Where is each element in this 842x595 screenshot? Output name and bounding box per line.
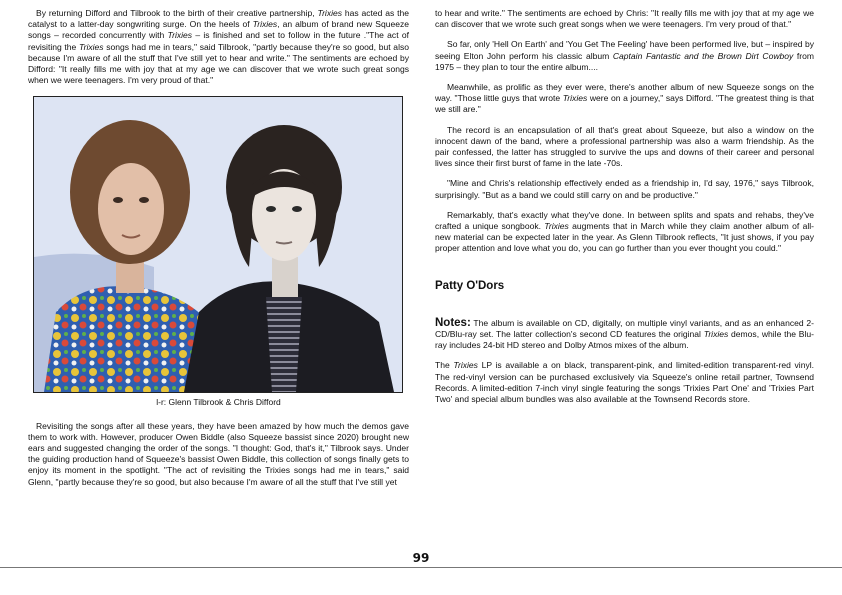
bottom-rule [0, 567, 842, 568]
paragraph-revisiting: Revisiting the songs after all these years, they have been amazed by how much the demos gave them to work with. However, producer Owen Biddle (also Squeeze bassist since 2020) brought new ears and suggested changing the order of the songs. "I thought: God, that's it," Tilbrook says. Under the guiding production hand of Squeeze's bassist Owen Biddle, this collection of songs finally gets to enjoy its moment in the spotlight. "The act of revisiting the Trixies songs had me in tears," said Glenn, "partly because they're so good, but also because I'm aware of all the stuff that I've still yet [28, 420, 409, 487]
left-column [28, 8, 409, 497]
band-photo [33, 96, 403, 393]
right-column [435, 8, 814, 414]
page-number: 99 [412, 551, 430, 565]
paragraph-live: So far, only 'Hell On Earth' and 'You Get The Feeling' have been performed live, but – inspired by seeing Elton John perform his classic album Captain Fantastic and the Brown Dirt Cowboy from 1975 – they plan to tour the entire album.... [435, 39, 815, 72]
paragraph-friendship: "Mine and Chris's relationship effectively ended as a friendship in, I'd say, 1976," says Tilbrook, surprisingly. "But as a band we could still carry on and be productive." [435, 178, 814, 200]
notes-paragraph: Notes: The album is available on CD, digitally, on multiple vinyl variants, and as an enhanced 2-CD/Blu-ray set. The latter collection's second CD features the original Trixies demos, while the Blu-ray includes 24-bit HD stereo and Dolby Atmos mixes of the album. [435, 316, 814, 351]
paragraph-songbook: Remarkably, that's exactly what they've done. In between splits and spats and rehabs, they've crafted a unique songbook. Trixies augments that in March while they claim another album of all-new material can be expected later in the year. As Glenn Tilbrook reflects, "It just shows, if you pay proper attention and love what you do, you can go further than you ever thought you could." [435, 209, 814, 254]
paragraph-encapsulation: The record is an encapsulation of all that's great about Squeeze, but also a window on the innocent dawn of the band, where a professional partnership was also a warm friendship. As the pair confessed, the latter has struggled to survive the ups and downs of their career and personal lives since their first burst of fame in the late -70s. [435, 124, 814, 169]
band-photo-illustration [34, 97, 402, 392]
paragraph-intro: By returning Difford and Tilbrook to the birth of their creative partnership, Trixies has acted as the catalyst to a latter-day songwriting surge. On the heels of Trixies, an album of brand new Squeeze songs – recorded concurrently with Trixies – is finished and set to follow in the future ."The act of revisiting the Trixies songs had me in tears," said Tilbrook, "partly because they're so good, but also because I'm aware of all the stuff that I've still yet to hear and write." The sentiments are echoed by Difford: "It really fills me with joy that at my age we can discover that we wrote such great songs when we were teenagers. I'm very proud of that." [28, 8, 409, 86]
notes-label: Notes: [435, 316, 471, 329]
author-byline: Patty O'Dors [435, 279, 505, 292]
paragraph-continued: to hear and write." The sentiments are echoed by Chris: "It really fills me with joy that at my age we can discover that we wrote such great songs when we were teenagers. I'm very proud of that." [435, 8, 814, 30]
paragraph-new-album: Meanwhile, as prolific as they ever were, there's another album of new Squeeze songs on the way. "Those little guys that wrote Trixies were on a journey," says Difford. "The greatest thing is that we still are." [435, 82, 814, 115]
vinyl-paragraph: The Trixies LP is available a on black, transparent-pink, and limited-edition transparent-red vinyl. The red-vinyl version can be purchased exclusively via Squeeze's online retail partner, Townsend Records. A limited-edition 7-inch vinyl single featuring the songs 'Trixies Part One' and 'Trixies Part Two' and special album bundles was also available at the Townsend Records store. [435, 360, 814, 405]
photo-caption: l-r: Glenn Tilbrook & Chris Difford [156, 397, 281, 408]
